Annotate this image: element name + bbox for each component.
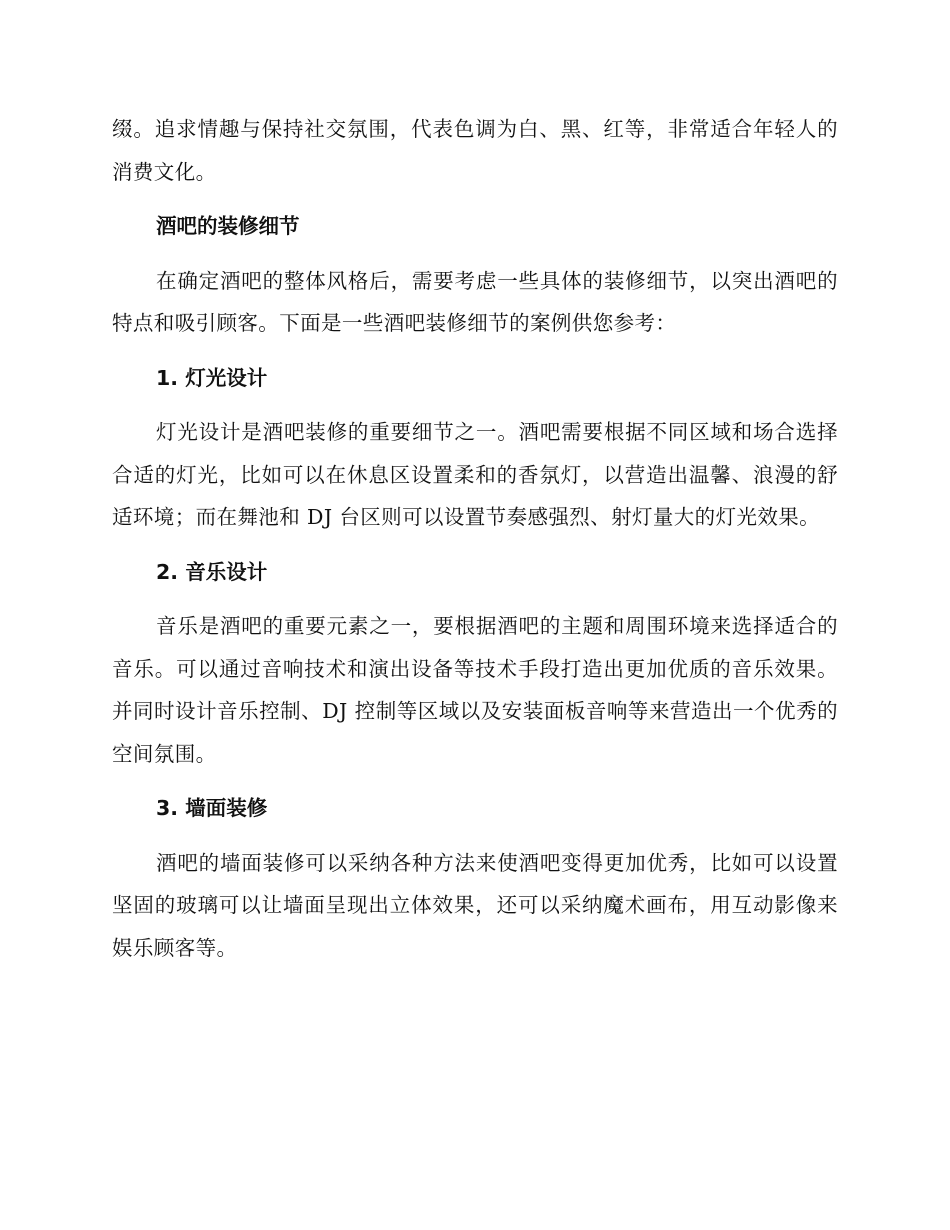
document-page [112, 108, 838, 969]
section-title: 酒吧的装修细节 [156, 214, 300, 238]
item-body-music: 音乐是酒吧的重要元素之一，要根据酒吧的主题和周围环境来选择适合的音乐。可以通过音响技术和演出设备等技术手段打造出更加优质的音乐效果。并同时设计音乐控制、DJ 控制等区域以及安装面板音响等来营造出一个优秀的空间氛围。 [112, 614, 838, 766]
item-heading-lighting: 1. 灯光设计 [156, 365, 268, 390]
item-body-lighting: 灯光设计是酒吧装修的重要细节之一。酒吧需要根据不同区域和场合选择合适的灯光，比如可以在休息区设置柔和的香氛灯，以营造出温馨、浪漫的舒适环境；而在舞池和 DJ 台区则可以设置节奏感强烈、射灯量大的灯光效果。 [112, 420, 838, 529]
spacer [112, 399, 838, 411]
item-heading-walls: 3. 墙面装修 [156, 796, 268, 820]
spacer [112, 830, 838, 842]
section-intro-paragraph: 在确定酒吧的整体风格后，需要考虑一些具体的装修细节，以突出酒吧的特点和吸引顾客。下面是一些酒吧装修细节的案例供您参考： [112, 268, 838, 335]
spacer [112, 539, 838, 551]
intro-paragraph-tail: 缀。追求情趣与保持社交氛围，代表色调为白、黑、红等，非常适合年轻人的消费文化。 [112, 117, 838, 184]
item-heading-music: 2. 音乐设计 [156, 559, 268, 584]
item-body-walls: 酒吧的墙面装修可以采纳各种方法来使酒吧变得更加优秀，比如可以设置坚固的玻璃可以让墙面呈现出立体效果，还可以采纳魔术画布，用互动影像来娱乐顾客等。 [112, 850, 838, 960]
spacer [112, 345, 838, 357]
spacer [112, 248, 838, 260]
spacer [112, 193, 838, 205]
spacer [112, 775, 838, 787]
spacer [112, 593, 838, 605]
